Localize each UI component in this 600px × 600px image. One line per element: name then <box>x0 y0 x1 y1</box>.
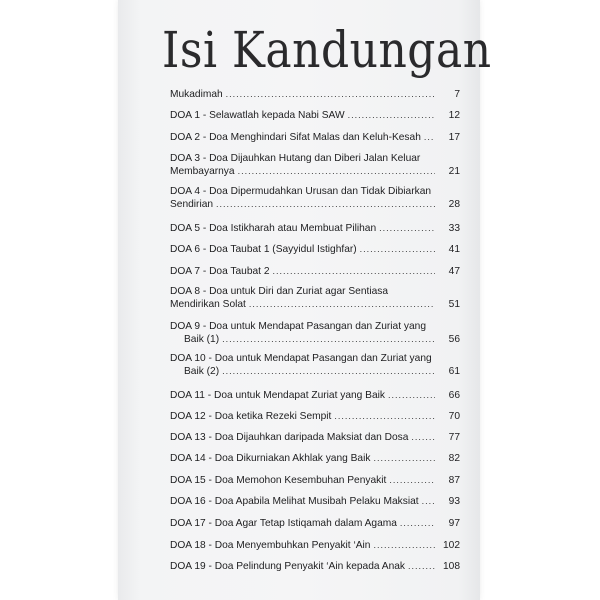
toc-entry-doa-6 <box>170 243 460 256</box>
toc-page-number: 41 <box>448 244 460 255</box>
toc-entry-mukadimah <box>170 88 460 101</box>
dot-leader <box>408 560 435 572</box>
toc-entry-title: Baik (2) <box>184 366 220 377</box>
toc-entry-title: DOA 19 - Doa Pelindung Penyakit ‘Ain kepada Anak <box>170 561 406 572</box>
toc-entry-title: DOA 14 - Doa Dikurniakan Akhlak yang Baik <box>170 453 371 464</box>
dot-leader <box>238 165 435 177</box>
toc-page-number: 97 <box>448 518 460 529</box>
toc-entry-title: DOA 7 - Doa Taubat 2 <box>170 266 270 277</box>
toc-entry-title: DOA 15 - Doa Memohon Kesembuhan Penyakit <box>170 475 387 486</box>
toc-page-number: 87 <box>448 475 460 486</box>
toc-page-number: 51 <box>448 299 460 310</box>
toc-page-number: 66 <box>448 390 460 401</box>
dot-leader <box>334 410 435 422</box>
toc-entry-title: DOA 18 - Doa Menyembuhkan Penyakit ‘Ain <box>170 540 371 551</box>
toc-page-number: 21 <box>448 166 460 177</box>
toc-entry-title: DOA 16 - Doa Apabila Melihat Musibah Pelaku Maksiat <box>170 496 419 507</box>
toc-entry-title: DOA 13 - Doa Dijauhkan daripada Maksiat dan Dosa <box>170 432 409 443</box>
toc-page-number: 56 <box>448 334 460 345</box>
toc-page-number: 93 <box>448 496 460 507</box>
toc-page-number: 7 <box>454 89 460 100</box>
toc-page-number: 82 <box>448 453 460 464</box>
toc-entry-title: Baik (1) <box>184 334 220 345</box>
toc-entry-title: DOA 17 - Doa Agar Tetap Istiqamah dalam Agama <box>170 518 397 529</box>
toc-entry-doa-15 <box>170 474 460 487</box>
dot-leader <box>422 495 435 507</box>
dot-leader <box>373 452 435 464</box>
dot-leader <box>389 474 435 486</box>
toc-page-number: 12 <box>448 110 460 121</box>
toc-entry-doa-4 <box>170 186 460 211</box>
toc-page-number: 28 <box>448 199 460 210</box>
dot-leader <box>226 88 435 100</box>
toc-entry-title: DOA 12 - Doa ketika Rezeki Sempit <box>170 411 332 422</box>
dot-leader <box>348 109 435 121</box>
dot-leader <box>388 389 435 401</box>
toc-entry-doa-1 <box>170 109 460 122</box>
toc-page-number: 70 <box>448 411 460 422</box>
dot-leader <box>249 298 435 310</box>
toc-entry-doa-12 <box>170 410 460 423</box>
dot-leader <box>272 265 435 277</box>
toc-entry-title-line1: DOA 8 - Doa untuk Diri dan Zuriat agar Sentiasa <box>170 286 389 297</box>
dot-leader <box>379 222 435 234</box>
toc-entry-title: DOA 6 - Doa Taubat 1 (Sayyidul Istighfar) <box>170 244 357 255</box>
dot-leader <box>222 365 435 377</box>
dot-leader <box>411 431 435 443</box>
toc-entry-title-line1: DOA 9 - Doa untuk Mendapat Pasangan dan Zuriat yang <box>170 321 426 332</box>
dot-leader <box>360 243 435 255</box>
toc-entry-title: Sendirian <box>170 199 214 210</box>
toc-entry-doa-2 <box>170 131 460 144</box>
toc-page-number: 17 <box>448 132 460 143</box>
toc-entry-doa-13 <box>170 431 460 444</box>
toc-entry-doa-19 <box>170 560 460 573</box>
toc-entry-doa-8 <box>170 286 460 311</box>
toc-entry-title-line1: DOA 3 - Doa Dijauhkan Hutang dan Diberi Jalan Keluar <box>170 153 421 164</box>
toc-entry-title: Mendirikan Solat <box>170 299 246 310</box>
toc-entry-title: DOA 1 - Selawatlah kepada Nabi SAW <box>170 110 345 121</box>
toc-page-number: 102 <box>443 540 460 551</box>
dot-leader <box>424 131 435 143</box>
toc-entry-title: DOA 5 - Doa Istikharah atau Membuat Pilihan <box>170 223 377 234</box>
toc-entry-doa-18 <box>170 539 460 552</box>
dot-leader <box>400 517 435 529</box>
toc-entry-title-line1: DOA 4 - Doa Dipermudahkan Urusan dan Tidak Dibiarkan <box>170 186 432 197</box>
toc-page-number: 108 <box>443 561 460 572</box>
toc-entry-title: Mukadimah <box>170 89 223 100</box>
toc-entry-title: DOA 11 - Doa untuk Mendapat Zuriat yang Baik <box>170 390 385 401</box>
toc-entry-doa-3 <box>170 153 460 178</box>
page-title: Isi Kandungan <box>162 22 492 80</box>
toc-page-number: 47 <box>448 266 460 277</box>
toc-entry-doa-11 <box>170 389 460 402</box>
toc-entry-doa-9 <box>170 321 460 346</box>
toc-entry-title: DOA 2 - Doa Menghindari Sifat Malas dan Keluh-Kesah <box>170 132 421 143</box>
toc-entry-doa-14 <box>170 452 460 465</box>
toc-entry-doa-5 <box>170 222 460 235</box>
toc-page-number: 33 <box>448 223 460 234</box>
toc-entry-title: Membayarnya <box>170 166 235 177</box>
toc-entry-doa-16 <box>170 495 460 508</box>
toc-entry-doa-17 <box>170 517 460 530</box>
toc-entry-title-line1: DOA 10 - Doa untuk Mendapat Pasangan dan Zuriat yang <box>170 353 432 364</box>
toc-page-number: 61 <box>448 366 460 377</box>
dot-leader <box>222 333 435 345</box>
toc-page-number: 77 <box>448 432 460 443</box>
toc-entry-doa-10 <box>170 353 460 378</box>
toc-entry-doa-7 <box>170 265 460 278</box>
dot-leader <box>373 539 435 551</box>
dot-leader <box>216 198 435 210</box>
